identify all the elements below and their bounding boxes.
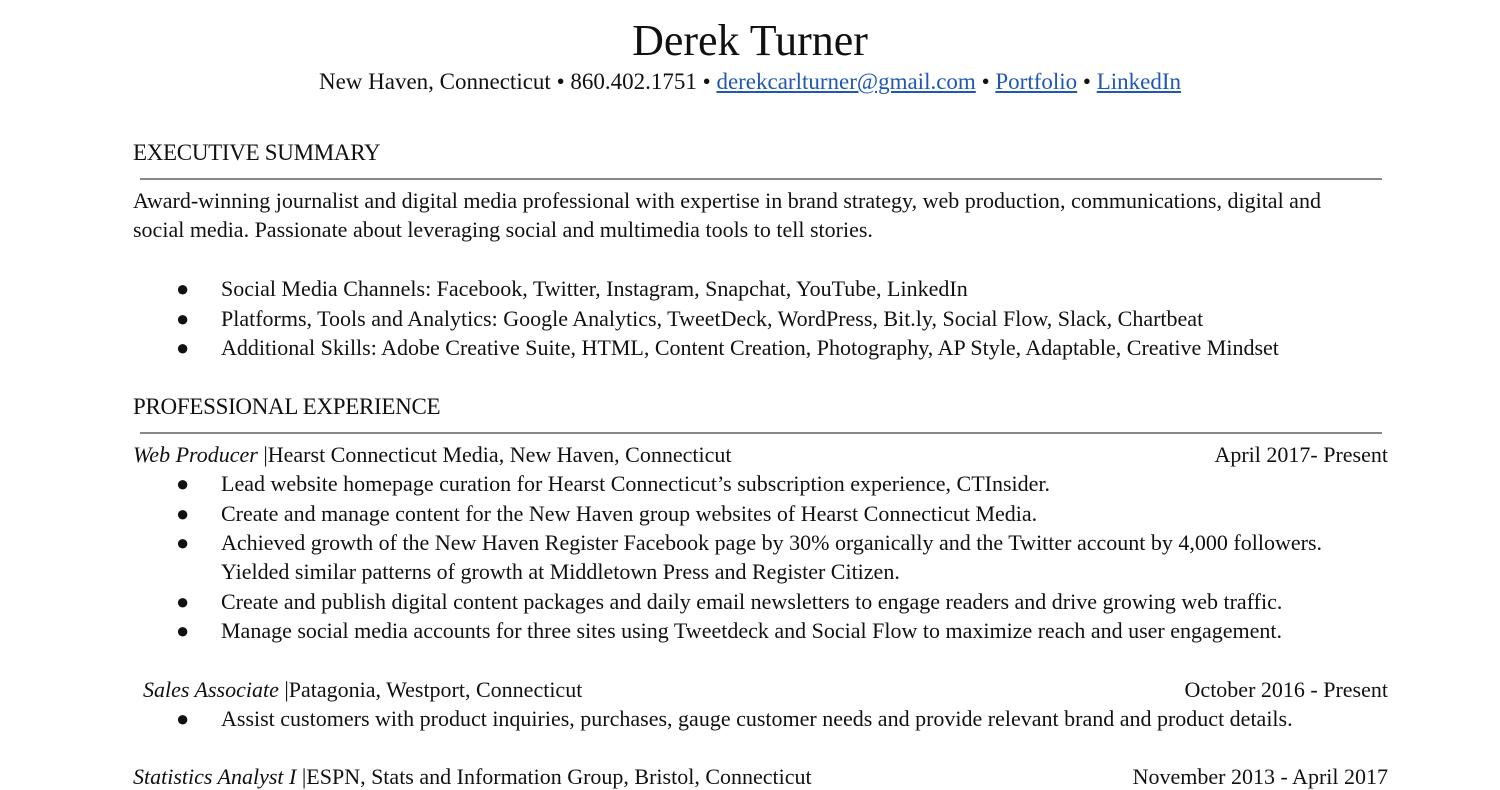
bullet-icon: ● (176, 276, 190, 301)
job-bullet: Lead website homepage curation for Hearst Connecticut’s subscription experience, CTInsider. (221, 471, 1051, 496)
separator: • (702, 69, 711, 94)
job-dates: April 2017- Present (1214, 442, 1388, 467)
candidate-name: Derek Turner (632, 16, 868, 65)
job-header (143, 677, 582, 703)
job-bullet: Assist customers with product inquiries, purchases, gauge customer needs and provide relevant brand and product details. (221, 706, 1293, 731)
job-org: |Patagonia, Westport, Connecticut (284, 677, 583, 702)
skill-item: Social Media Channels: Facebook, Twitter, Instagram, Snapchat, YouTube, LinkedIn (221, 276, 968, 301)
job-org: |ESPN, Stats and Information Group, Bristol, Connecticut (301, 764, 812, 789)
summary-line: Award-winning journalist and digital media professional with expertise in brand strategy, web production, communications, digital and (133, 188, 1321, 213)
bullet-icon: ● (176, 530, 190, 555)
bullet-icon: ● (176, 335, 190, 360)
job-title: Statistics Analyst I (133, 764, 297, 789)
section-heading-experience: PROFESSIONAL EXPERIENCE (133, 394, 441, 419)
bullet-icon: ● (176, 618, 190, 643)
section-heading-summary: EXECUTIVE SUMMARY (133, 140, 381, 165)
job-bullet: Create and manage content for the New Haven group websites of Hearst Connecticut Media. (221, 501, 1038, 526)
bullet-icon: ● (176, 501, 190, 526)
job-dates: November 2013 - April 2017 (1132, 764, 1388, 789)
bullet-icon: ● (176, 306, 190, 331)
separator: • (556, 69, 565, 94)
contact-line (0, 69, 1500, 95)
linkedin-link[interactable]: LinkedIn (1096, 69, 1182, 94)
separator: • (1082, 69, 1091, 94)
bullet-icon: ● (176, 589, 190, 614)
job-header (133, 764, 812, 790)
job-bullet: Achieved growth of the New Haven Register Facebook page by 30% organically and the Twitter account by 4,000 followers. (221, 530, 1322, 555)
bullet-icon: ● (176, 706, 190, 731)
job-dates: October 2016 - Present (1184, 677, 1388, 702)
portfolio-link[interactable]: Portfolio (995, 69, 1078, 94)
email-link[interactable]: derekcarlturner@gmail.com (716, 69, 976, 94)
separator: • (981, 69, 990, 94)
job-bullet: Create and publish digital content packages and daily email newsletters to engage readers and drive growing web traffic. (221, 589, 1283, 614)
phone: 860.402.1751 (570, 69, 697, 94)
job-title: Sales Associate (143, 677, 279, 702)
bullet-icon: ● (176, 471, 190, 496)
skill-item: Additional Skills: Adobe Creative Suite, HTML, Content Creation, Photography, AP Style, Adaptable, Creative Mindset (221, 335, 1279, 360)
skill-item: Platforms, Tools and Analytics: Google Analytics, TweetDeck, WordPress, Bit.ly, Social Flow, Slack, Chartbeat (221, 306, 1204, 331)
section-divider (140, 178, 1382, 180)
summary-line: social media. Passionate about leveraging social and multimedia tools to tell stories. (133, 217, 873, 242)
job-bullet-continuation: Yielded similar patterns of growth at Middletown Press and Register Citizen. (221, 559, 900, 584)
job-header (133, 442, 731, 468)
job-org: |Hearst Connecticut Media, New Haven, Connecticut (263, 442, 732, 467)
location: New Haven, Connecticut (318, 69, 551, 94)
section-divider (140, 432, 1382, 434)
job-title: Web Producer (133, 442, 258, 467)
job-bullet: Manage social media accounts for three sites using Tweetdeck and Social Flow to maximize reach and user engagement. (221, 618, 1283, 643)
